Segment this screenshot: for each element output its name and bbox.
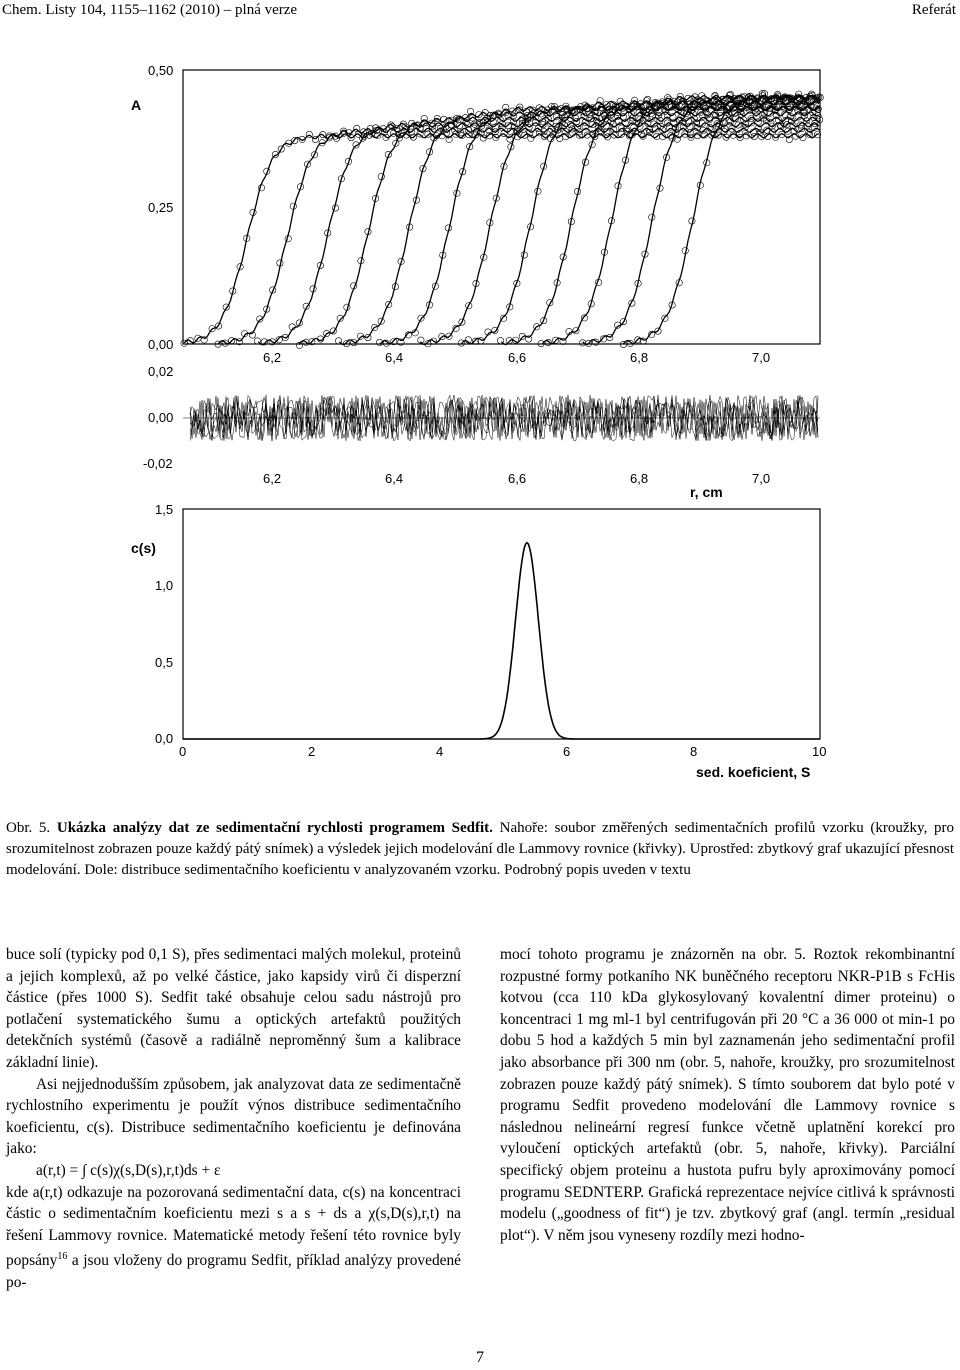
right-column bbox=[500, 944, 955, 1246]
top-x-tick: 6,8 bbox=[630, 350, 649, 365]
bottom-y-tick: 1,5 bbox=[155, 502, 174, 517]
data-point-circle bbox=[579, 340, 585, 346]
top-panel bbox=[131, 63, 823, 365]
data-point-circle bbox=[797, 122, 803, 128]
data-point-circle bbox=[700, 127, 706, 133]
paragraph-text: a jsou vloženy do programu Sedfit, příklad analýzy provedené po- bbox=[6, 1252, 461, 1292]
mid-y-tick: 0,00 bbox=[148, 410, 174, 425]
data-point-circle bbox=[254, 338, 260, 344]
data-point-circle bbox=[586, 111, 592, 117]
data-point-circle bbox=[312, 136, 318, 142]
citation-ref: 16 bbox=[57, 1251, 68, 1263]
left-column bbox=[6, 944, 461, 1294]
mid-y-tick: -0,02 bbox=[143, 456, 173, 471]
fit-curve bbox=[420, 106, 818, 345]
distribution-panel bbox=[131, 502, 826, 780]
fit-curve bbox=[299, 117, 820, 344]
top-y-label: A bbox=[131, 97, 142, 113]
top-series-group bbox=[181, 90, 824, 348]
data-point-circle bbox=[330, 328, 336, 334]
bottom-x-tick: 2 bbox=[308, 744, 316, 759]
page-number: 7 bbox=[476, 1349, 484, 1366]
bottom-x-tick: 0 bbox=[179, 744, 187, 759]
data-point-circle bbox=[692, 94, 698, 100]
data-point-circle bbox=[665, 94, 671, 100]
bottom-x-tick: 4 bbox=[436, 744, 444, 759]
data-point-circle bbox=[476, 112, 482, 118]
equation: a(r,t) = ∫ c(s)χ(s,D(s),r,t)ds + ε bbox=[36, 1161, 221, 1179]
residual-panel bbox=[143, 364, 820, 500]
top-x-tick: 7,0 bbox=[752, 350, 771, 365]
fit-curve bbox=[542, 95, 820, 344]
caption-label: Obr. 5. bbox=[6, 820, 51, 836]
bottom-x-tick: 8 bbox=[690, 744, 698, 759]
bottom-plot-frame bbox=[183, 509, 820, 739]
data-point-circle bbox=[375, 132, 381, 138]
data-point-circle bbox=[335, 338, 341, 344]
fit-curve bbox=[339, 112, 818, 345]
data-point-circle bbox=[421, 115, 427, 121]
bottom-y-label: c(s) bbox=[131, 540, 156, 556]
top-y-tick: 0,50 bbox=[148, 63, 174, 78]
paragraph: buce solí (typicky pod 0,1 S), přes sedimentaci malých molekul, proteinů a jejich komplexů, až po velké částice, jako kapsidy virů či disperzní částice (přes 1000 S). Sedfit také obsahuje celou sadu nástrojů pro potlačení systematického šumu a optických artefaktů použitých detekčních systémů (časově a radiálně neproměnný šum a kalibrace základní linie). bbox=[6, 946, 461, 1071]
mid-x-tick: 6,4 bbox=[385, 471, 404, 486]
bottom-y-tick: 0,0 bbox=[155, 731, 174, 746]
caption-title: Ukázka analýzy dat ze sedimentační rychlosti programem Sedfit. bbox=[56, 820, 493, 836]
top-x-tick: 6,4 bbox=[385, 350, 404, 365]
figure-caption bbox=[6, 818, 954, 881]
top-x-tick: 6,2 bbox=[263, 350, 282, 365]
top-x-tick: 6,6 bbox=[508, 350, 527, 365]
data-point-circle bbox=[506, 337, 512, 343]
data-point-circle bbox=[258, 185, 264, 191]
fit-curve bbox=[258, 123, 819, 345]
data-point-circle bbox=[576, 132, 582, 138]
data-point-circle bbox=[181, 340, 187, 346]
bottom-y-tick: 0,5 bbox=[155, 655, 174, 670]
data-point-circle bbox=[354, 125, 360, 131]
paragraph: Asi nejjednodušším způsobem, jak analyzovat data ze sedimentačně rychlostního experimentu je použít výnos distribuce sedimentačního koeficientu, c(s). Distribuce sedimentačního koeficientu je definována jako: bbox=[6, 1075, 461, 1158]
mid-x-tick: 7,0 bbox=[752, 471, 771, 486]
data-point-circle bbox=[492, 327, 498, 333]
mid-x-tick: 6,6 bbox=[508, 471, 527, 486]
top-y-tick: 0,00 bbox=[148, 337, 174, 352]
mid-y-tick: 0,02 bbox=[148, 364, 174, 379]
top-y-tick: 0,25 bbox=[148, 200, 174, 215]
bottom-x-tick: 10 bbox=[812, 744, 827, 759]
cs-distribution-curve bbox=[183, 543, 820, 739]
paragraph-text: kde a(r,t) odkazuje na pozorovaná sedimentační data, c(s) na koncentraci částic o sedimentačním koeficientu mezi s a s + ds a χ(s,D(s),r,t) na řešení Lammovy rovnice. Matematické metody řešení této rovnice byly popsány bbox=[6, 1183, 461, 1270]
mid-x-tick: 6,2 bbox=[263, 471, 282, 486]
fit-curve bbox=[184, 134, 819, 343]
paragraph bbox=[6, 1182, 461, 1294]
caption-text: Nahoře: soubor změřených sedimentačních profilů vzorku (kroužky, pro srozumitelnost zobrazen pouze každý pátý snímek) a výsledek jejich modelování dle Lammovy rovnice (křivky). Uprostřed: zbytkový graf ukazující přesnost modelování. Dole: distribuce sedimentačního koeficientu v analyzovaném vzorku. Podrobný popis uveden v textu bbox=[6, 820, 955, 878]
running-header-right: Referát bbox=[911, 2, 956, 18]
running-header-left: Chem. Listy 104, 1155–1162 (2010) – plná verze bbox=[2, 2, 298, 18]
data-point-circle bbox=[497, 337, 503, 343]
bottom-y-tick: 1,0 bbox=[155, 578, 174, 593]
mid-x-tick: 6,8 bbox=[630, 471, 649, 486]
bottom-x-label: sed. koeficient, S bbox=[696, 764, 811, 780]
bottom-x-tick: 6 bbox=[563, 744, 571, 759]
fit-curve bbox=[218, 128, 820, 344]
data-point-circle bbox=[755, 119, 761, 125]
mid-x-label: r, cm bbox=[690, 484, 723, 500]
fit-curve bbox=[380, 106, 820, 344]
paragraph: mocí tohoto programu je znázorněn na obr. 5. Roztok rekombinantní rozpustné formy potkaního NK buněčného receptoru NKR-P1B s FcHis kotvou (cca 110 kDa glykosylovaný kovalentní dimer proteinu) o koncentraci 1 mg ml-1 byl centrifugován při 20 °C a 36 000 ot min-1 po dobu 5 hod a každých 5 min byl zaznamenán jeho sedimentační profil jako absorbance při 300 nm (obr. 5, nahoře, kroužky, pro srozumitelnost zobrazen pouze každý pátý snímek). S tímto souborem dat bylo poté v programu Sedfit provedeno modelování dle Lammovy rovnice s následnou nelineární regresí funkce včetně uplatnění korekcí pro vyloučení optických artefaktů (obr. 5, nahoře, křivky). Parciální specifický objem proteinu a hustota pufru byly aproximovány pomocí programu SEDNTERP. Grafická reprezentace nejvíce citlivá k správnosti modelu („goodness of fit“) je tzv. zbytkový graf (angl. termín „residual plot“). V něm jsou vyneseny rozdíly mezi hodno- bbox=[500, 946, 955, 1244]
